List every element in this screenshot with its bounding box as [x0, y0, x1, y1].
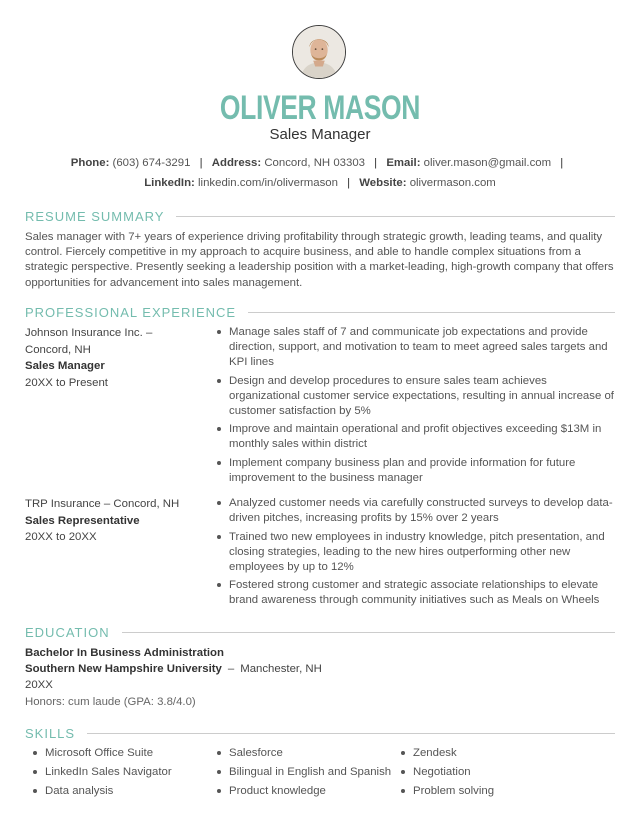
- education-year: 20XX: [25, 679, 53, 692]
- job-dates: 20XX to Present: [25, 376, 108, 389]
- section-heading-education: [25, 624, 615, 640]
- skill-item: Microsoft Office Suite: [45, 747, 154, 759]
- job-bullet: Manage sales staff of 7 and communicate job expectations and provide direction, support, and motivation to team to meet agreed sales targets and KPI lines: [229, 325, 619, 370]
- address-value: Concord, NH 03303: [264, 157, 365, 169]
- section-divider: [87, 733, 615, 734]
- job-bullet: Fostered strong customer and strategic associate relationships to elevate brand awareness through community initiatives such as Meals on Wheels: [229, 578, 619, 608]
- job-dates: 20XX to 20XX: [25, 531, 97, 543]
- job-bullet: Analyzed customer needs via carefully constructed surveys to develop data-driven pitches, increasing profits by 15% over 2 years: [229, 496, 619, 526]
- job-location: Concord, NH: [25, 343, 91, 356]
- skill-item: Bilingual in English and Spanish: [229, 766, 392, 778]
- skill-item: Data analysis: [45, 785, 114, 797]
- skill-item: LinkedIn Sales Navigator: [45, 766, 172, 778]
- job-bullet: Implement company business plan and provide information for future improvement to the business manager: [229, 456, 619, 486]
- job-bullets: [229, 325, 619, 486]
- section-title: EDUCATION: [25, 624, 110, 640]
- education-location: Manchester, NH: [240, 663, 322, 676]
- contact-separator: |: [374, 157, 378, 169]
- job-bullet: Trained two new employees in industry knowledge, pitch presentation, and closing strategies, leading to the new hires outperforming other new employees by up to 12%: [229, 530, 619, 575]
- address-label: Address:: [211, 157, 262, 169]
- email-value[interactable]: oliver.mason@gmail.com: [423, 157, 552, 169]
- education-school-line: [25, 661, 322, 677]
- section-divider: [176, 216, 615, 217]
- job-bullet: Design and develop procedures to ensure sales team achieves organizational customer service expectations, resulting in annual increase of customer satisfaction by 5%: [229, 374, 619, 419]
- job-role: Sales Manager: [25, 360, 105, 372]
- job-details: [229, 325, 619, 489]
- section-divider: [122, 632, 615, 633]
- skill-item: Zendesk: [413, 747, 457, 759]
- section-title: RESUME SUMMARY: [25, 208, 165, 224]
- section-heading-experience: [25, 304, 615, 320]
- contact-separator: |: [347, 177, 351, 189]
- skill-item: Negotiation: [413, 766, 471, 778]
- phone-value: (603) 674-3291: [112, 157, 191, 169]
- job-meta: [25, 496, 200, 546]
- job-meta: [25, 325, 200, 391]
- section-divider: [248, 312, 615, 313]
- skill-item: Problem solving: [413, 785, 495, 797]
- job-company: Johnson Insurance Inc. –: [25, 327, 153, 339]
- linkedin-label: LinkedIn:: [144, 177, 195, 189]
- education-dash: –: [227, 663, 235, 676]
- contact-line-2: [0, 177, 640, 189]
- summary-text: Sales manager with 7+ years of experience driving profitability through strategic growth, leading teams, and quality control. Fiercely competitive in my approach to acquire business, and able to handle complex situations from a strategic perspective. Presently seeking a leadership position with a market-leading, high-growth company that offers opportunities for advancement into sales management.: [25, 231, 614, 289]
- website-label: Website:: [359, 177, 407, 189]
- linkedin-value[interactable]: linkedin.com/in/olivermason: [198, 177, 338, 189]
- candidate-title: Sales Manager: [269, 126, 371, 143]
- education-entry: [25, 645, 322, 710]
- contact-separator: |: [560, 157, 564, 169]
- education-honors: Honors: cum laude (GPA: 3.8/4.0): [25, 695, 196, 708]
- skill-item: Salesforce: [229, 747, 283, 759]
- profile-photo: [292, 25, 346, 79]
- profile-photo-illustration: [293, 26, 345, 78]
- job-bullet: Improve and maintain operational and profit objectives exceeding $13M in monthly sales within district: [229, 422, 619, 452]
- education-degree: Bachelor In Business Administration: [25, 647, 224, 659]
- education-school: Southern New Hampshire University: [25, 663, 222, 676]
- job-bullets: [229, 496, 619, 608]
- phone-label: Phone:: [70, 157, 110, 169]
- job-role: Sales Representative: [25, 514, 140, 527]
- contact-line-1: [0, 157, 640, 169]
- candidate-name: OLIVER MASON: [219, 89, 421, 127]
- job-details: [229, 496, 619, 612]
- section-heading-summary: [25, 208, 615, 224]
- email-label: Email:: [386, 157, 421, 169]
- section-heading-skills: [25, 725, 615, 741]
- contact-separator: |: [199, 157, 203, 169]
- website-value[interactable]: olivermason.com: [409, 177, 496, 189]
- job-company: TRP Insurance – Concord, NH: [25, 498, 180, 510]
- skill-item: Product knowledge: [229, 785, 326, 797]
- section-title: SKILLS: [25, 725, 76, 741]
- section-title: PROFESSIONAL EXPERIENCE: [25, 304, 237, 320]
